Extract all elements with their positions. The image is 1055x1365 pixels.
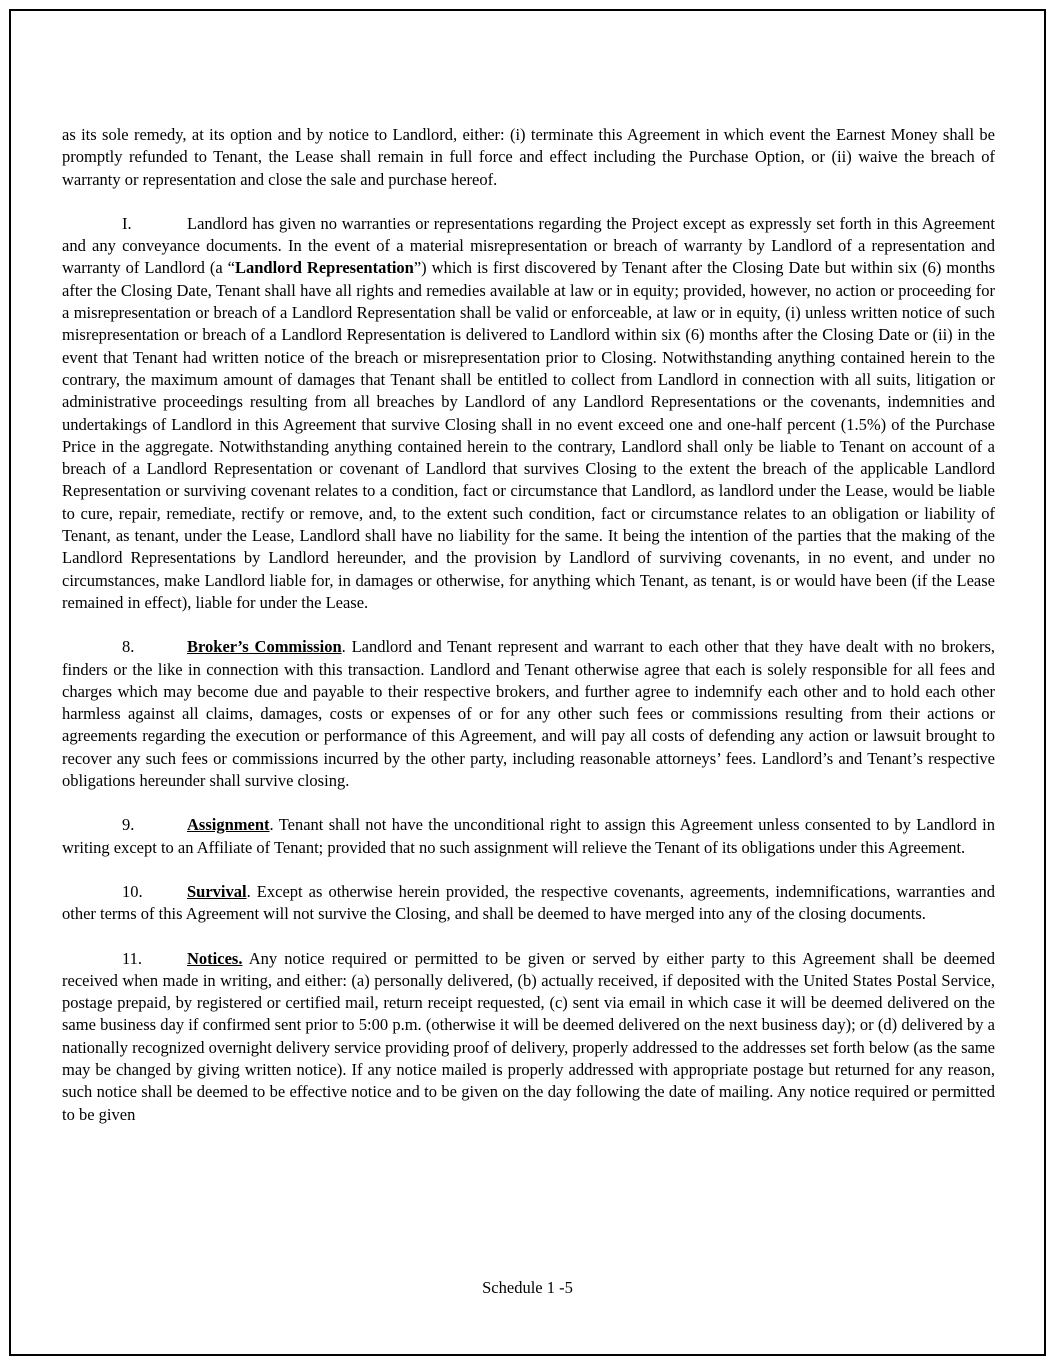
text-run: . Tenant shall not have the unconditional right to assign this Agreement unless consented to by Landlord in writing except to an Affiliate of Tenant; provided that no such assignment will relieve the Tenant of its obligations under this Agreement. bbox=[62, 815, 995, 857]
paragraph bbox=[62, 636, 995, 792]
paragraph-number: 8. bbox=[122, 637, 135, 657]
emphasis-run: Notices. bbox=[187, 948, 243, 968]
emphasis-run: Survival bbox=[187, 881, 247, 901]
text-run: Landlord has given no warranties or representations regarding the Project except as expressly set forth in this Agreement and any conveyance documents. In the event of a material misrepresentation or breach of warranty by Landlord of a representation and warranty of Landlord (a “ bbox=[62, 213, 995, 278]
paragraph-number: I. bbox=[122, 213, 132, 233]
text-run: Any notice required or permitted to be given or served by either party to this Agreement shall be deemed received when made in writing, and either: (a) personally delivered, (b) actually received, if deposited with the United States Postal Service, postage prepaid, by registered or certified mail, return receipt requested, (c) sent via email in which case it will be deemed delivered on the same business day if confirmed sent prior to 5:00 p.m. (otherwise it will be deemed delivered on the next business day); or (d) delivered by a nationally recognized overnight delivery service providing proof of delivery, properly addressed to the addresses set forth below (as the same may be changed by giving written notice). If any notice mailed is properly addressed with appropriate postage but returned for any reason, such notice shall be deemed to be effective notice and to be given on the day following the date of mailing. Any notice required or permitted to be given bbox=[62, 948, 995, 1124]
paragraph-number: 11. bbox=[122, 948, 143, 968]
text-run: . Except as otherwise herein provided, the respective covenants, agreements, indemnifications, warranties and other terms of this Agreement will not survive the Closing, and shall be deemed to have merged into any of the closing documents. bbox=[62, 881, 995, 924]
paragraph bbox=[62, 814, 995, 859]
paragraph-number: 10. bbox=[122, 881, 143, 901]
paragraph bbox=[62, 213, 995, 614]
text-run: . Landlord and Tenant represent and warrant to each other that they have dealt with no brokers, finders or the like in connection with this transaction. Landlord and Tenant otherwise agree that each is solely responsible for all fees and charges which may become due and payable to their respective brokers, and further agree to indemnify each other and to hold each other harmless against all claims, damages, costs or expenses of or for any other such fees or commissions resulting from their actions or agreements regarding the execution or performance of this Agreement, and will pay all costs of defending any action or lawsuit brought to recover any such fees or commissions incurred by the other party, including reasonable attorneys’ fees. Landlord’s and Tenant’s respective obligations hereunder shall survive closing. bbox=[62, 637, 995, 791]
emphasis-run: Assignment bbox=[187, 815, 270, 835]
emphasis-run: Broker’s Commission bbox=[187, 637, 342, 657]
paragraph bbox=[62, 124, 995, 191]
document-body bbox=[62, 124, 995, 1148]
paragraph bbox=[62, 881, 995, 926]
emphasis-run: Landlord Representation bbox=[234, 258, 414, 278]
paragraph bbox=[62, 948, 995, 1126]
page-footer: Schedule 1 -5 bbox=[482, 1278, 573, 1297]
text-run: ”) which is first discovered by Tenant after the Closing Date but within six (6) months after the Closing Date, Tenant shall have all rights and remedies available at law or in equity; provided, however, no action or proceeding for a misrepresentation or breach of a Landlord Representation shall be valid or enforceable, at law or in equity, (i) unless written notice of such misrepresentation or breach of a Landlord Representation is delivered to Landlord within six (6) months after the Closing Date or (ii) in the event that Tenant had written notice of the breach or misrepresentation prior to Closing. Notwithstanding anything contained herein to the contrary, the maximum amount of damages that Tenant shall be entitled to collect from Landlord in connection with all suits, litigation or administrative proceedings resulting from all breaches by Landlord of any Landlord Representations or the covenants, indemnities and undertakings of Landlord in this Agreement that survive Closing shall in no event exceed one and one-half percent (1.5%) of the Purchase Price in the aggregate. Notwithstanding anything contained herein to the contrary, Landlord shall only be liable to Tenant on account of a breach of a Landlord Representation or covenant of Landlord that survives Closing to the extent the breach of the applicable Landlord Representation or surviving covenant relates to a condition, fact or circumstance that Landlord, as landlord under the Lease, would be liable to cure, repair, remediate, rectify or remove, and, to the extent such condition, fact or circumstance relates to an obligation or liability of Tenant, as tenant, under the Lease, Landlord shall have no liability for the same. It being the intention of the parties that the making of the Landlord Representations by Landlord hereunder, and the provision by Landlord of surviving covenants, in no event, and under no circumstances, make Landlord liable for, in damages or otherwise, for anything which Tenant, as tenant, is or would have been (if the Lease remained in effect), liable for under the Lease. bbox=[62, 258, 995, 612]
text-run: as its sole remedy, at its option and by notice to Landlord, either: (i) terminate this Agreement in which event the Earnest Money shall be promptly refunded to Tenant, the Lease shall remain in full force and effect including the Purchase Option, or (ii) waive the breach of warranty or representation and close the sale and purchase hereof. bbox=[62, 125, 995, 189]
paragraph-number: 9. bbox=[122, 815, 135, 835]
